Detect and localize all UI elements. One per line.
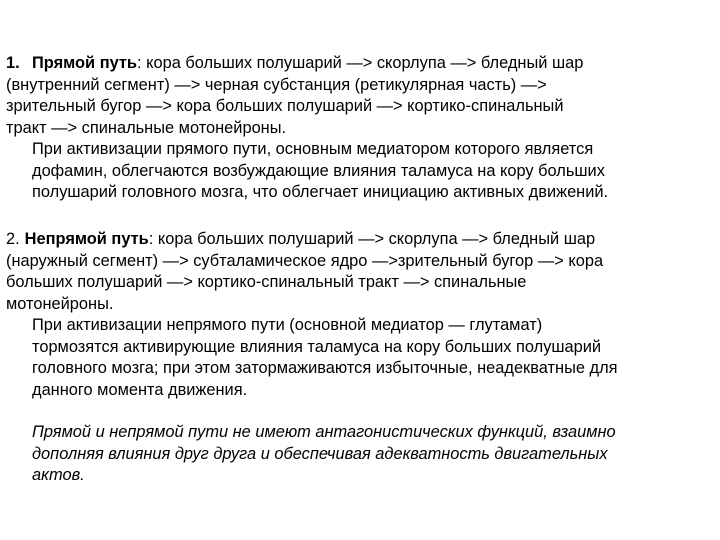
direct-pathway-note-line-3: полушарий головного мозга, что облегчает инициацию активных движений. xyxy=(32,183,609,201)
conclusion-line-3: актов. xyxy=(32,466,85,484)
indirect-pathway-note-line-4: данного момента движения. xyxy=(32,380,248,399)
direct-pathway-note xyxy=(6,139,706,204)
conclusion-text xyxy=(32,422,712,487)
conclusion-line-1: Прямой и непрямой пути не имеют антагонистических функций, взаимно xyxy=(32,423,616,441)
indirect-pathway-text: : кора больших полушарий —> скорлупа —> бледный шар xyxy=(148,230,596,248)
indirect-pathway-line-2: (наружный сегмент) —> субталамическое ядро —>зрительный бугор —> кора xyxy=(6,251,604,270)
direct-pathway-line-2: (внутренний сегмент) —> черная субстанция (ретикулярная часть) —> xyxy=(6,75,547,94)
direct-pathway-note-line-2: дофамин, облегчаются возбуждающие влияния таламуса на кору больших xyxy=(32,161,605,180)
indirect-pathway-line-4: мотонейроны. xyxy=(6,294,114,313)
indirect-pathway-line-1 xyxy=(6,229,706,251)
conclusion-line-2: дополняя влияния друг друга и обеспечивая адекватность двигательных xyxy=(32,444,608,463)
indirect-pathway-line-3: больших полушарий —> кортико-спинальный тракт —> спинальные xyxy=(6,273,527,291)
indirect-pathway-description xyxy=(6,229,706,315)
direct-pathway-description xyxy=(6,53,706,139)
direct-pathway-section xyxy=(6,53,706,204)
direct-pathway-note-line-1: При активизации прямого пути, основным медиатором которого является xyxy=(32,140,594,158)
direct-pathway-line-3: зрительный бугор —> кора больших полушарий —> кортико-спинальный xyxy=(6,97,564,115)
indirect-pathway-note-line-2: тормозятся активирующие влияния таламуса на кору больших полушарий xyxy=(32,337,602,356)
indirect-pathway-note-line-1: При активизации непрямого пути (основной медиатор — глутамат) xyxy=(32,316,543,334)
indirect-pathway-note xyxy=(6,315,706,401)
indirect-pathway-note-line-3: головного мозга; при этом затормаживаются избыточные, неадекватные для xyxy=(32,359,618,377)
item-number: 1. xyxy=(6,54,20,72)
indirect-pathway-term: Непрямой путь xyxy=(24,230,149,248)
item-number: 2. xyxy=(6,230,20,248)
direct-pathway-text: : кора больших полушарий —> скорлупа —> бледный шар xyxy=(137,54,584,72)
indirect-pathway-section xyxy=(6,229,706,401)
direct-pathway-line-1 xyxy=(6,53,706,75)
direct-pathway-term: Прямой путь xyxy=(32,54,138,72)
direct-pathway-line-4: тракт —> спинальные мотонейроны. xyxy=(6,118,287,137)
